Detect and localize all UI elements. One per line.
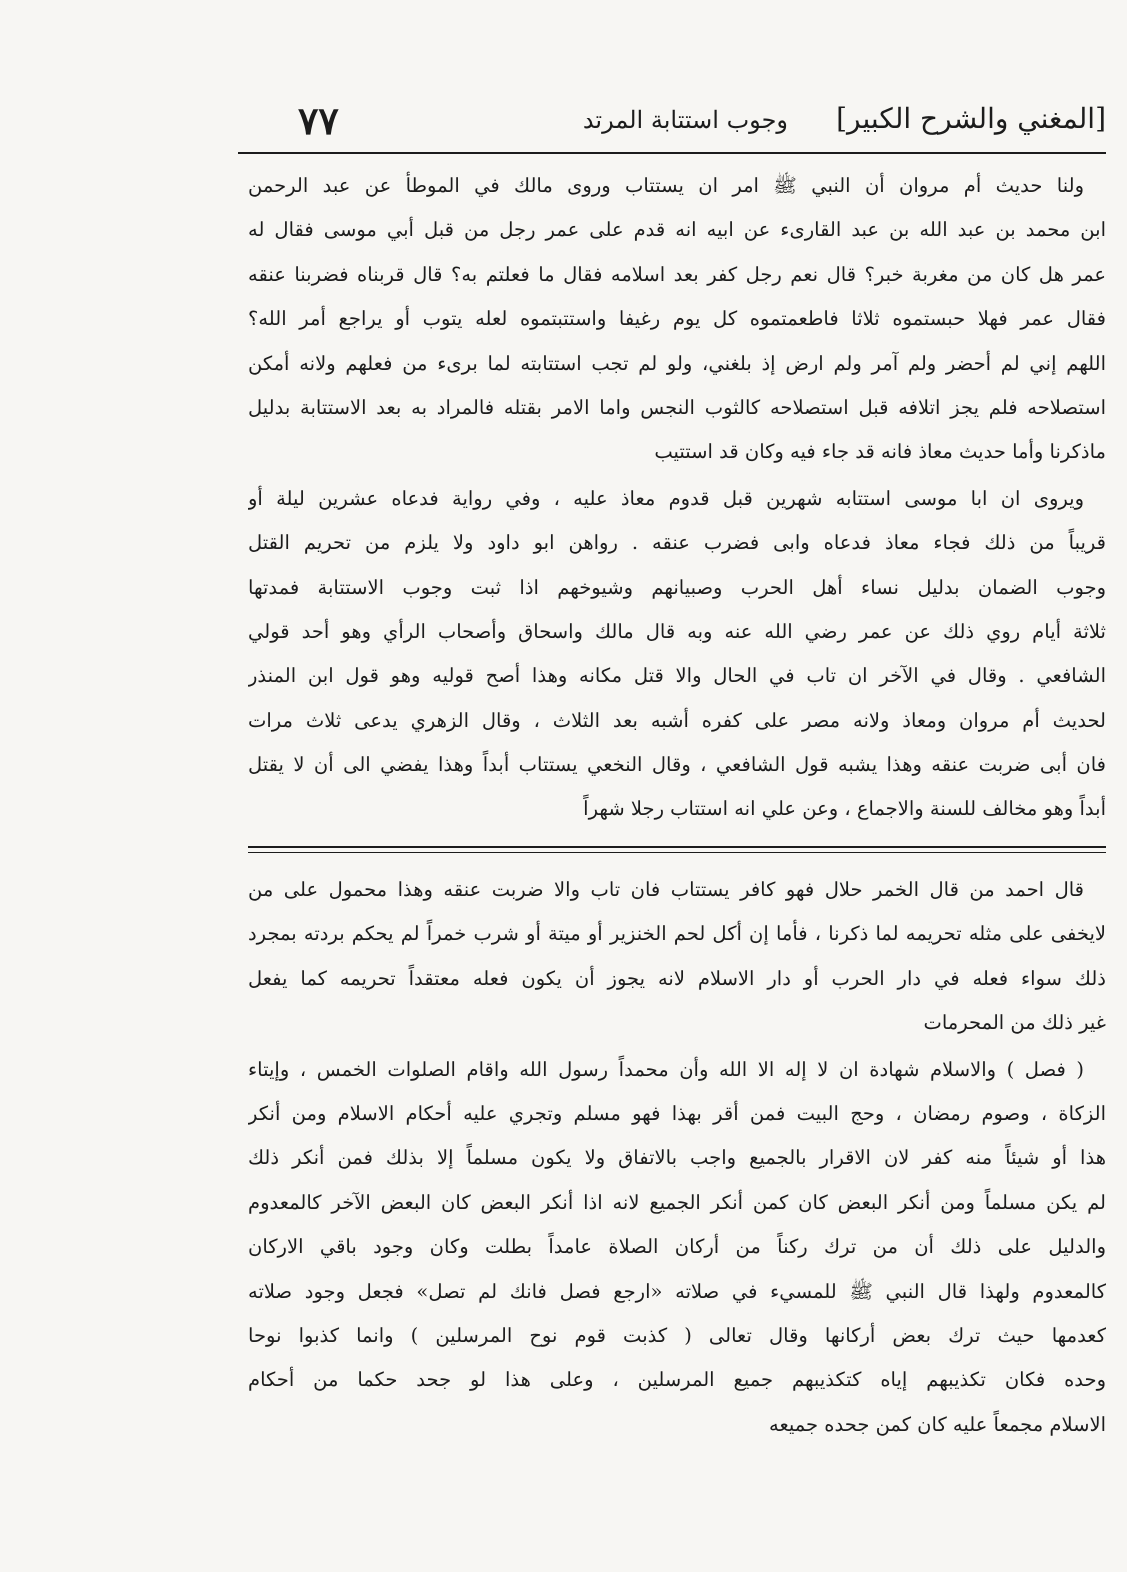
text-line: ولنا حديث أم مروان أن النبي ﷺ امر ان يستتاب وروى مالك في الموطأ عن عبد الرحمن bbox=[248, 174, 1084, 197]
text-line: والدليل على ذلك أن من ترك ركناً من أركان الصلاة عامداً بطلت وكان وجود باقي الاركان bbox=[248, 1235, 1106, 1259]
text-line: كعدمها حيث ترك بعض أركانها وقال تعالى ( كذبت قوم نوح المرسلين ) وانما كذبوا نوحا bbox=[248, 1323, 1106, 1347]
section-divider-thin bbox=[248, 852, 1106, 853]
text-line: عمر هل كان من مغربة خبر؟ قال نعم رجل كفر بعد اسلامه فقال ما فعلتم به؟ قال قربناه فضربنا عنقه bbox=[248, 262, 1106, 286]
text-line: لم يكن مسلماً ومن أنكر البعض كان كمن أنكر الجميع لانه اذا أنكر البعض كان البعض الآخر كالمعدوم bbox=[248, 1190, 1106, 1214]
upper-text bbox=[248, 164, 1106, 832]
text-line: ماذكرنا وأما حديث معاذ فانه قد جاء فيه وكان قد استتيب bbox=[654, 440, 1106, 464]
text-line: الشافعي . وقال في الآخر ان تاب في الحال والا قتل مكانه وهذا أصح قوليه وهو قول ابن المنذر bbox=[248, 664, 1106, 688]
text-line: هذا أو شيئاً منه كفر لان الاقرار بالجميع واجب بالاتفاق ولا يكون مسلماً إلا بذلك فمن أنكر ذلك bbox=[248, 1146, 1106, 1170]
paragraph bbox=[248, 1048, 1106, 1448]
text-line: فان أبى ضربت عنقه وهذا يشبه قول الشافعي ، وقال النخعي يستتاب أبداً وهذا يفضي الى أن لا يقتل bbox=[248, 753, 1106, 777]
text-line: ( فصل ) والاسلام شهادة ان لا إله الا الله وأن محمداً رسول الله واقام الصلوات الخمس ، وإيتاء bbox=[248, 1057, 1084, 1081]
section-divider bbox=[248, 846, 1106, 848]
lower-text bbox=[248, 868, 1106, 1447]
section-topic: وجوب استتابة المرتد bbox=[582, 106, 788, 134]
text-line: وجوب الضمان بدليل نساء أهل الحرب وصبيانهم وشيوخهم اذا ثبت وجوب الاستتابة فمدتها bbox=[248, 575, 1106, 599]
text-line: غير ذلك من المحرمات bbox=[923, 1011, 1106, 1035]
text-line: استصلاحه فلم يجز اتلافه قبل استصلاحه كالثوب النجس واما الامر بقتله فالمراد به بعد الاستتابة بدليل bbox=[248, 395, 1106, 419]
text-line: لحديث أم مروان ومعاذ ولانه مصر على كفره أشبه بعد الثلاث ، وقال الزهري يدعى ثلاث مرات bbox=[248, 708, 1106, 732]
paragraph bbox=[248, 164, 1106, 475]
text-line: الزكاة ، وصوم رمضان ، وحج البيت فمن أقر بهذا فهو مسلم وتجري عليه أحكام الاسلام ومن أنكر bbox=[248, 1101, 1106, 1125]
text-line: قريباً من ذلك فجاء معاذ فدعاه وابى فضرب عنقه . رواهن ابو داود ولا يلزم من تحريم القتل bbox=[248, 531, 1106, 555]
paragraph bbox=[248, 477, 1106, 832]
book-title: [المغني والشرح الكبير] bbox=[836, 102, 1106, 135]
text-line: لايخفى على مثله تحريمه لما ذكرنا ، فأما إن أكل لحم الخنزير أو ميتة أو شرب خمراً لم يحكم بردته بمجرد bbox=[248, 922, 1106, 946]
page-header bbox=[238, 98, 1106, 154]
text-line: فقال عمر فهلا حبستموه ثلاثا فاطعمتموه كل يوم رغيفا واستتبتموه لعله يتوب أو يراجع أمر الله؟ bbox=[248, 307, 1106, 331]
page-number: ٧٧ bbox=[298, 98, 339, 143]
text-line: قال احمد من قال الخمر حلال فهو كافر يستتاب فان تاب والا ضربت عنقه وهذا محمول على من bbox=[248, 878, 1084, 901]
text-line: وحده فكان تكذيبهم إياه كتكذيبهم جميع المرسلين ، وعلى هذا لو جحد حكما من أحكام bbox=[248, 1368, 1106, 1392]
text-line: كالمعدوم ولهذا قال النبي ﷺ للمسيء في صلاته «ارجع فصل فانك لم تصل» فجعل وجود صلاته bbox=[248, 1279, 1106, 1303]
text-line: الاسلام مجمعاً عليه كان كمن جحده جميعه bbox=[769, 1412, 1106, 1436]
text-line: ابن محمد بن عبد الله بن عبد القارىء عن ابيه انه قدم على عمر رجل من قبل أبي موسى فقال له bbox=[248, 218, 1106, 242]
text-line: اللهم إني لم أحضر ولم آمر ولم ارض إذ بلغني، ولو لم تجب استتابته لما برىء من فعلهم ولانه أمكن bbox=[248, 351, 1106, 375]
text-line: ثلاثة أيام روي ذلك عن عمر رضي الله عنه وبه قال مالك واسحاق وأصحاب الرأي وهو أحد قولي bbox=[248, 619, 1106, 643]
text-line: ذلك سواء فعله في دار الحرب أو دار الاسلام لانه يجوز أن يكون فعله معتقداً تحريمه كما يفعل bbox=[248, 966, 1106, 990]
paragraph bbox=[248, 868, 1106, 1046]
header-rule bbox=[238, 152, 1106, 154]
text-line: أبداً وهو مخالف للسنة والاجماع ، وعن علي انه استتاب رجلا شهراً bbox=[583, 797, 1106, 821]
text-line: ويروى ان ابا موسى استتابه شهرين قبل قدوم معاذ عليه ، وفي رواية فدعاه عشرين ليلة أو bbox=[248, 486, 1084, 510]
